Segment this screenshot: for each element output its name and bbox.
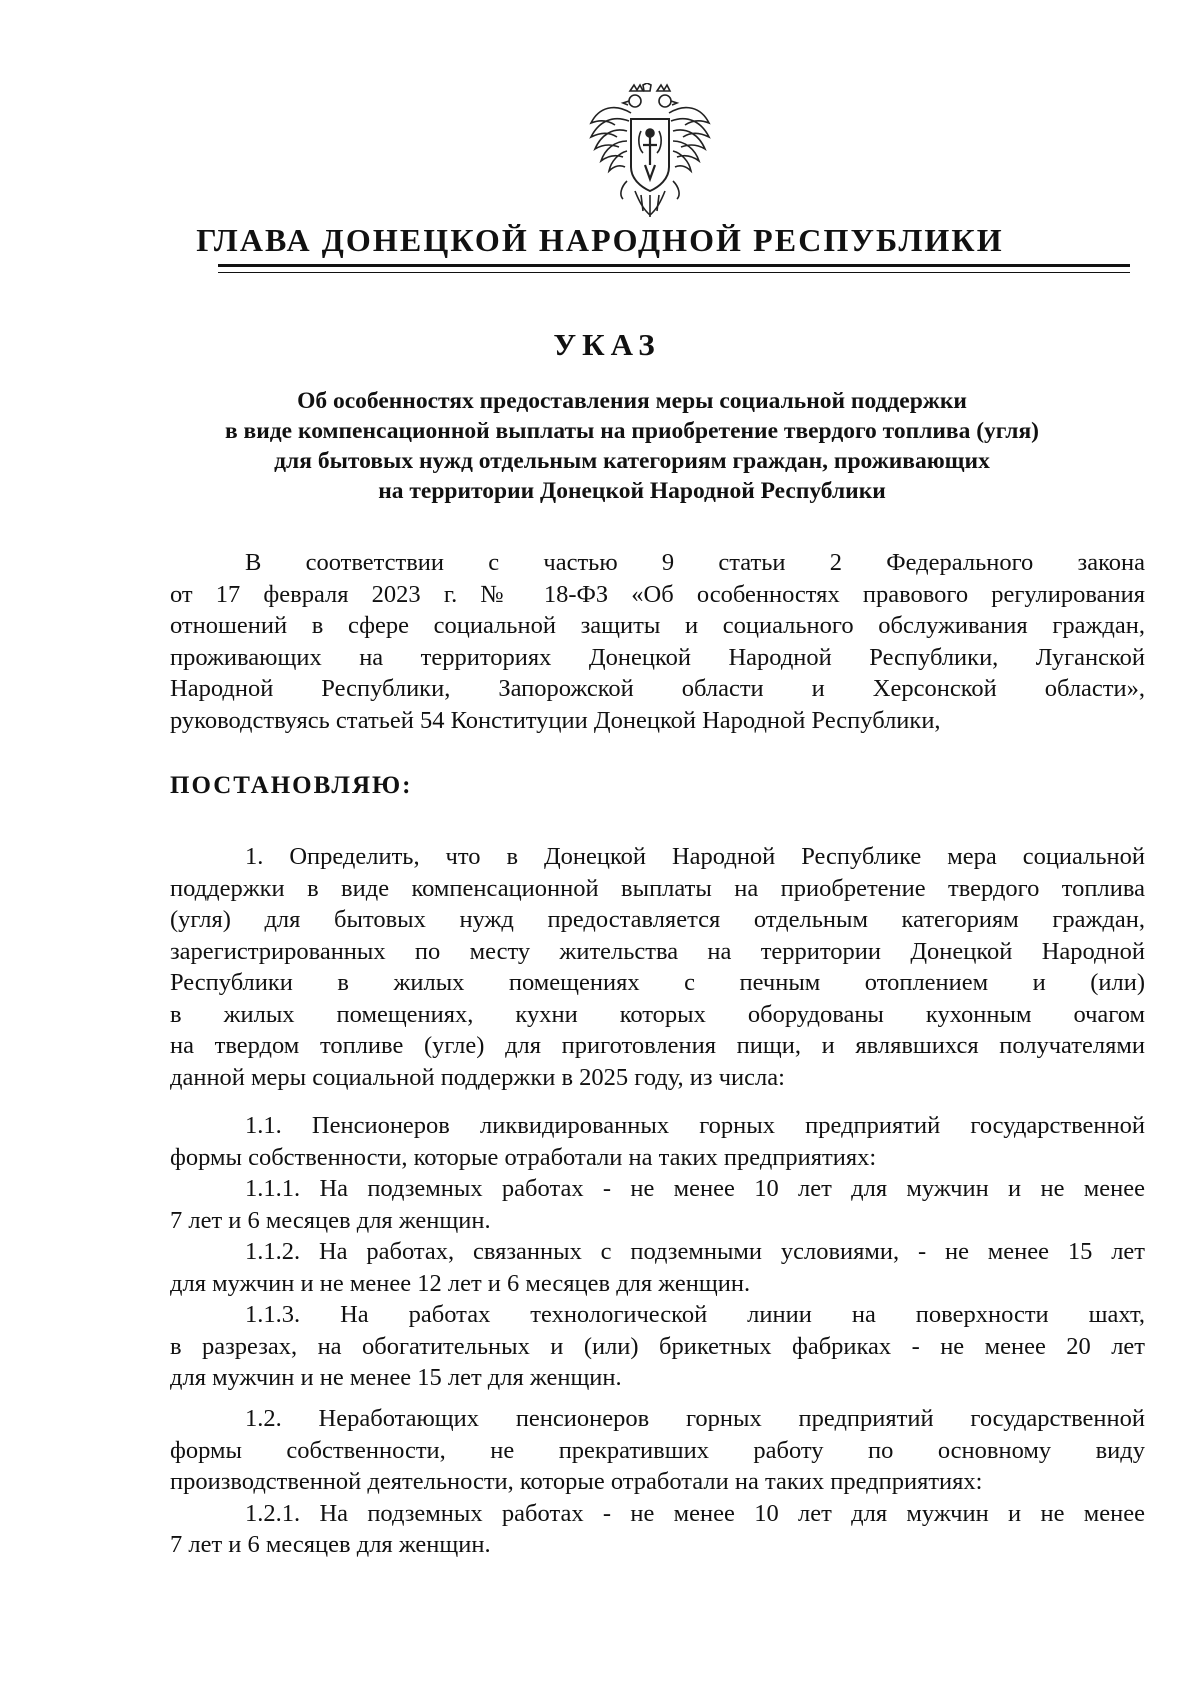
preamble-line: Народной Республики, Запорожской области и Херсонской области», — [170, 675, 1145, 702]
clause-line: в разрезах, на обогатительных и (или) брикетных фабриках - не менее 20 лет — [170, 1332, 1145, 1360]
subject-line: для бытовых нужд отдельным категориям граждан, проживающих — [274, 448, 990, 474]
preamble — [170, 547, 1145, 736]
clause-line: 7 лет и 6 месяцев для женщин. — [170, 1531, 491, 1558]
preamble-line: руководствуясь статьей 54 Конституции Донецкой Народной Республики, — [170, 706, 941, 734]
clause-line: для мужчин и не менее 15 лет для женщин. — [170, 1364, 622, 1391]
preamble-line: отношений в сфере социальной защиты и социального обслуживания граждан, — [170, 612, 1145, 639]
clause-line: Республики в жилых помещениях с печным отоплением и (или) — [170, 969, 1145, 996]
clause-line: на твердом топливе (угле) для приготовления пищи, и являвшихся получателями — [170, 1032, 1145, 1059]
document-type: УКАЗ — [553, 327, 661, 362]
clause-line: (угля) для бытовых нужд предоставляется отдельным категориям граждан, — [170, 906, 1145, 933]
clause-line: 1. Определить, что в Донецкой Народной Республике мера социальной — [245, 843, 1145, 870]
clause-line: 1.1.1. На подземных работах - не менее 10 лет для мужчин и не менее — [245, 1175, 1145, 1202]
resolve-heading: ПОСТАНОВЛЯЮ: — [170, 772, 413, 799]
clause-1 — [170, 841, 1145, 1093]
clause-line: производственной деятельности, которые отработали на таких предприятиях: — [170, 1468, 983, 1495]
preamble-line: от 17 февраля 2023 г. № 18-ФЗ «Об особенностях правового регулирования — [170, 580, 1145, 608]
header-rule-thick — [218, 264, 1130, 267]
clause-line: 1.1.2. На работах, связанных с подземными условиями, - не менее 15 лет — [245, 1238, 1145, 1265]
subject-line: на территории Донецкой Народной Республики — [378, 478, 886, 504]
clause-line: в жилых помещениях, кухни которых оборудованы кухонным очагом — [170, 1000, 1145, 1028]
preamble-line: В соответствии с частью 9 статьи 2 Федерального закона — [245, 549, 1145, 576]
clause-line: формы собственности, которые отработали на таких предприятиях: — [170, 1143, 877, 1171]
document-subject — [150, 386, 1114, 506]
subject-line: Об особенностях предоставления меры социальной поддержки — [297, 388, 967, 414]
clause-line: зарегистрированных по месту жительства на территории Донецкой Народной — [170, 937, 1145, 965]
clause-1-2 — [170, 1403, 1145, 1561]
clause-line: 1.1.3. На работах технологической линии на поверхности шахт, — [245, 1301, 1145, 1328]
clause-line: поддержки в виде компенсационной выплаты на приобретение твердого топлива — [170, 874, 1145, 902]
dpr-coat-of-arms-eagle-icon — [585, 83, 715, 221]
clause-line: формы собственности, не прекративших работу по основному виду — [170, 1436, 1145, 1464]
subject-line: в виде компенсационной выплаты на приобретение твердого топлива (угля) — [224, 418, 1040, 444]
clause-line: 7 лет и 6 месяцев для женщин. — [170, 1206, 491, 1234]
clause-line: 1.2. Неработающих пенсионеров горных предприятий государственной — [245, 1405, 1145, 1432]
clause-1-1 — [170, 1110, 1145, 1394]
clause-line: для мужчин и не менее 12 лет и 6 месяцев для женщин. — [170, 1269, 751, 1297]
clause-line: 1.1. Пенсионеров ликвидированных горных предприятий государственной — [245, 1112, 1145, 1139]
clause-line: данной меры социальной поддержки в 2025 году, из числа: — [170, 1063, 785, 1091]
clause-line: 1.2.1. На подземных работах - не менее 10 лет для мужчин и не менее — [245, 1499, 1145, 1527]
authority-title: ГЛАВА ДОНЕЦКОЙ НАРОДНОЙ РЕСПУБЛИКИ — [196, 222, 1004, 258]
preamble-line: проживающих на территориях Донецкой Народной Республики, Луганской — [170, 643, 1145, 671]
header-rule-thin — [218, 272, 1130, 273]
